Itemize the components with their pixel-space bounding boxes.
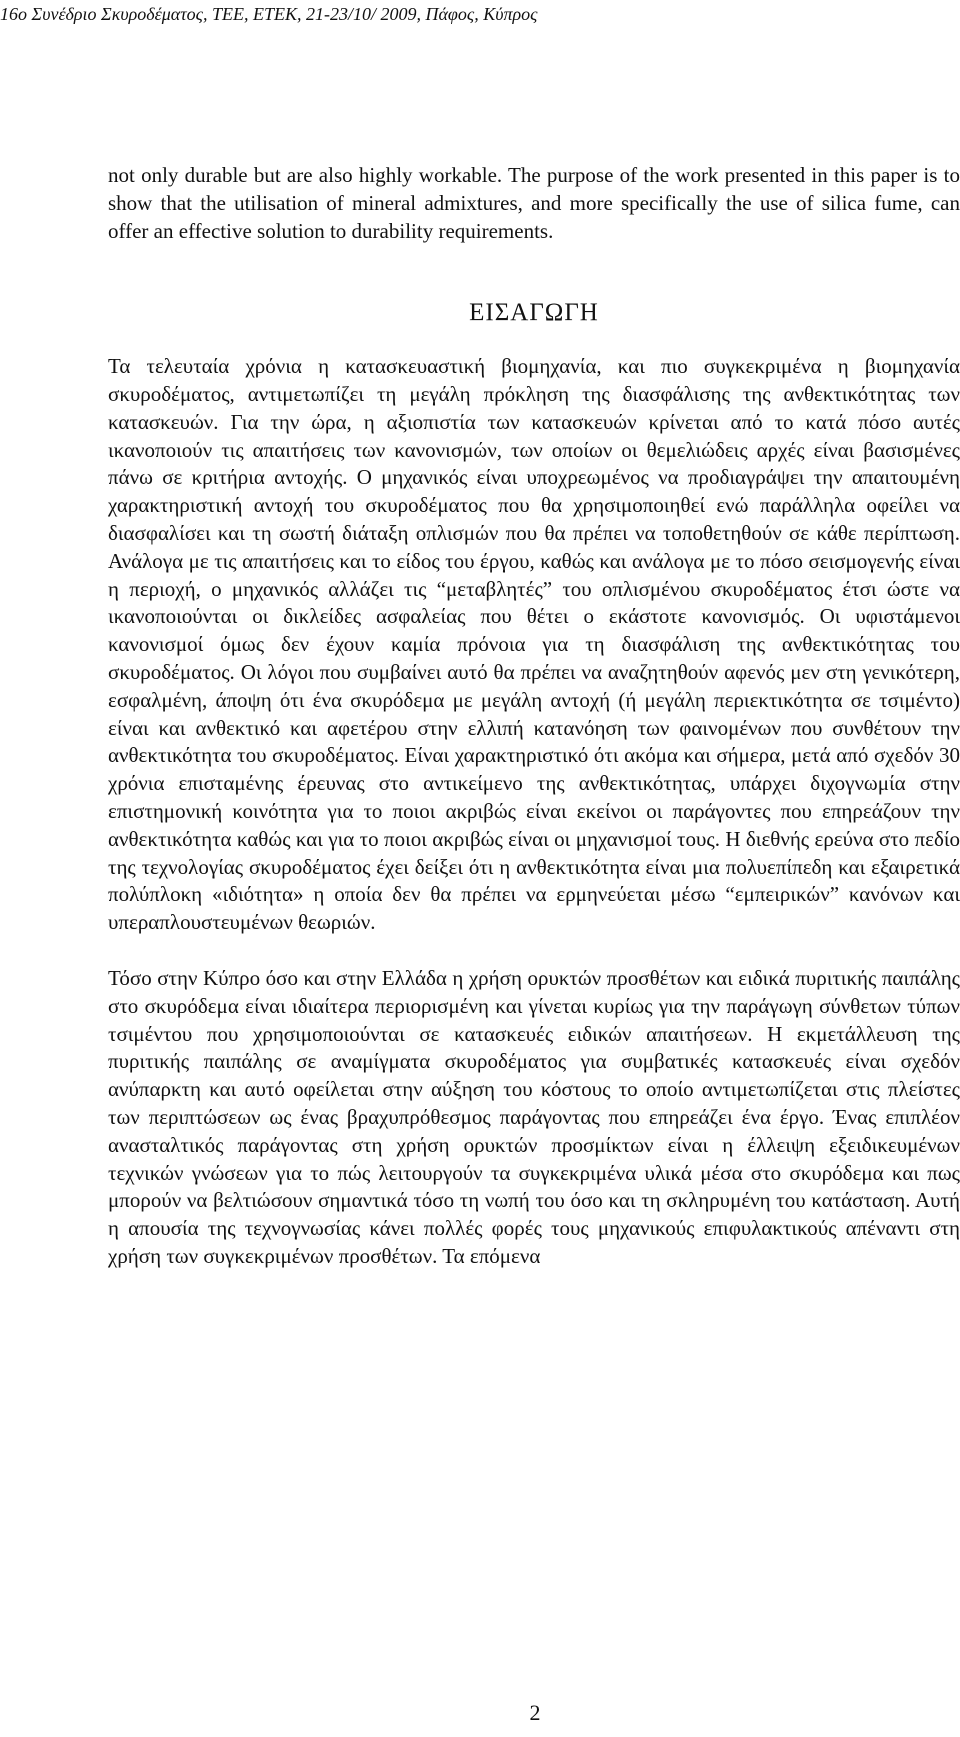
page-body <box>108 162 960 1271</box>
section-heading: ΕΙΣΑΓΩΓΗ <box>469 299 599 327</box>
abstract-tail-paragraph: not only durable but are also highly workable. The purpose of the work presented in this paper is to show that the utilisation of mineral admixtures, and more specifically the use of silica fume, can offer an effective solution to durability requirements. <box>108 163 960 243</box>
page-number: 2 <box>529 1700 541 1725</box>
running-header: 16ο Συνέδριο Σκυροδέματος, ΤΕΕ, ΕΤΕΚ, 21-23/10/ 2009, Πάφος, Κύπρος <box>0 4 538 24</box>
introduction-paragraph-2: Τόσο στην Κύπρο όσο και στην Ελλάδα η χρήση ορυκτών προσθέτων και ειδικά πυριτικής παιπάλης στο σκυρόδεμα είναι ιδιαίτερα περιορισμένη και γίνεται κυρίως για την παράγωγη σύνθετων τύπων τσιμέντου που χρησιμοποιούνται σε κατασκευές ειδικών απαιτήσεων. Η εκμετάλλευση της πυριτικής παιπάλης σε αναμίγματα σκυροδέματος για συμβατικές κατασκευές είναι σχεδόν ανύπαρκτη και αυτό οφείλεται στην αύξηση του κόστους το οποίο αντιμετωπίζεται στις πλείστες των περιπτώσεων ως ένας βραχυπρόθεσμος παράγοντας που επηρεάζει ένα έργο. Ένας επιπλέον ανασταλτικός παράγοντας στη χρήση ορυκτών προσμίκτων είναι η έλλειψη εξειδικευμένων τεχνικών γνώσεων για το πώς λειτουργούν τα συγκεκριμένα υλικά μέσα στο σκυρόδεμα και πως μπορούν να βελτιώσουν σημαντικά τόσο τη νωπή του όσο και τη σκληρυμένη του κατάσταση. Αυτή η απουσία της τεχνογνωσίας κάνει πολλές φορές τους μηχανικούς επιφυλακτικούς απέναντι στη χρήση των συγκεκριμένων προσθέτων. Τα επόμενα <box>108 965 960 1268</box>
introduction-paragraph-1: Τα τελευταία χρόνια η κατασκευαστική βιομηχανία, και πιο συγκεκριμένα η βιομηχανία σκυροδέματος, αντιμετωπίζει τη μεγάλη πρόκληση της διασφάλισης της ανθεκτικότητας των κατασκευών. Για την ώρα, η αξιοπιστία των κατασκευών κρίνεται από το κατά πόσο αυτές ικανοποιούν τις απαιτήσεις των κανονισμών, των οποίων οι θεμελιώδεις αρχές είναι βασισμένες πάνω σε κριτήρια αντοχής. Ο μηχανικός είναι υποχρεωμένος να προδιαγράψει την απαιτουμένη χαρακτηριστική αντοχή του σκυροδέματος που θα χρησιμοποιηθεί ενώ παράλληλα οφείλει να διασφαλίσει και τη σωστή διάταξη οπλισμών που θα πρέπει να τοποθετηθούν σε κάθε περίπτωση. Ανάλογα με τις απαιτήσεις και το είδος του έργου, καθώς και ανάλογα με το πόσο σεισμογενής είναι η περιοχή, ο μηχανικός αλλάζει τις “μεταβλητές” του οπλισμένου σκυροδέματος έτσι ώστε να ικανοποιούνται οι δικλείδες ασφαλείας που θέτει ο εκάστοτε κανονισμός. Οι υφιστάμενοι κανονισμοί όμως δεν έχουν καμία πρόνοια για τη διασφάλιση της ανθεκτικότητας του σκυροδέματος. Οι λόγοι που συμβαίνει αυτό θα πρέπει να αναζητηθούν αφενός μεν στη γενικότερη, εσφαλμένη, άποψη ότι ένα σκυρόδεμα με μεγάλη αντοχή (ή μεγάλη περιεκτικότητα σε τσιμέντο) είναι και ανθεκτικό και αφετέρου στην ελλιπή κατανόηση των φαινομένων που συνθέτουν την ανθεκτικότητα του σκυροδέματος. Είναι χαρακτηριστικό ότι ακόμα και σήμερα, μετά από σχεδόν 30 χρόνια επισταμένης έρευνας στο αντικείμενο της ανθεκτικότητας, υπάρχει διχογνωμία στην επιστημονική κοινότητα για το ποιοι ακριβώς είναι εκείνοι οι παράγοντες που επηρεάζουν την ανθεκτικότητα καθώς και για το ποιοι ακριβώς είναι οι μηχανισμοί τους. Η διεθνής ερεύνα στο πεδίο της τεχνολογίας σκυροδέματος έχει δείξει ότι η ανθεκτικότητα είναι μια πολυεπίπεδη και εξαιρετικά πολύπλοκη «ιδιότητα» η οποία δεν θα πρέπει να ερμηνεύεται μέσω “εμπειρικών” κανόνων και υπεραπλουστευμένων θεωριών. <box>108 354 960 935</box>
